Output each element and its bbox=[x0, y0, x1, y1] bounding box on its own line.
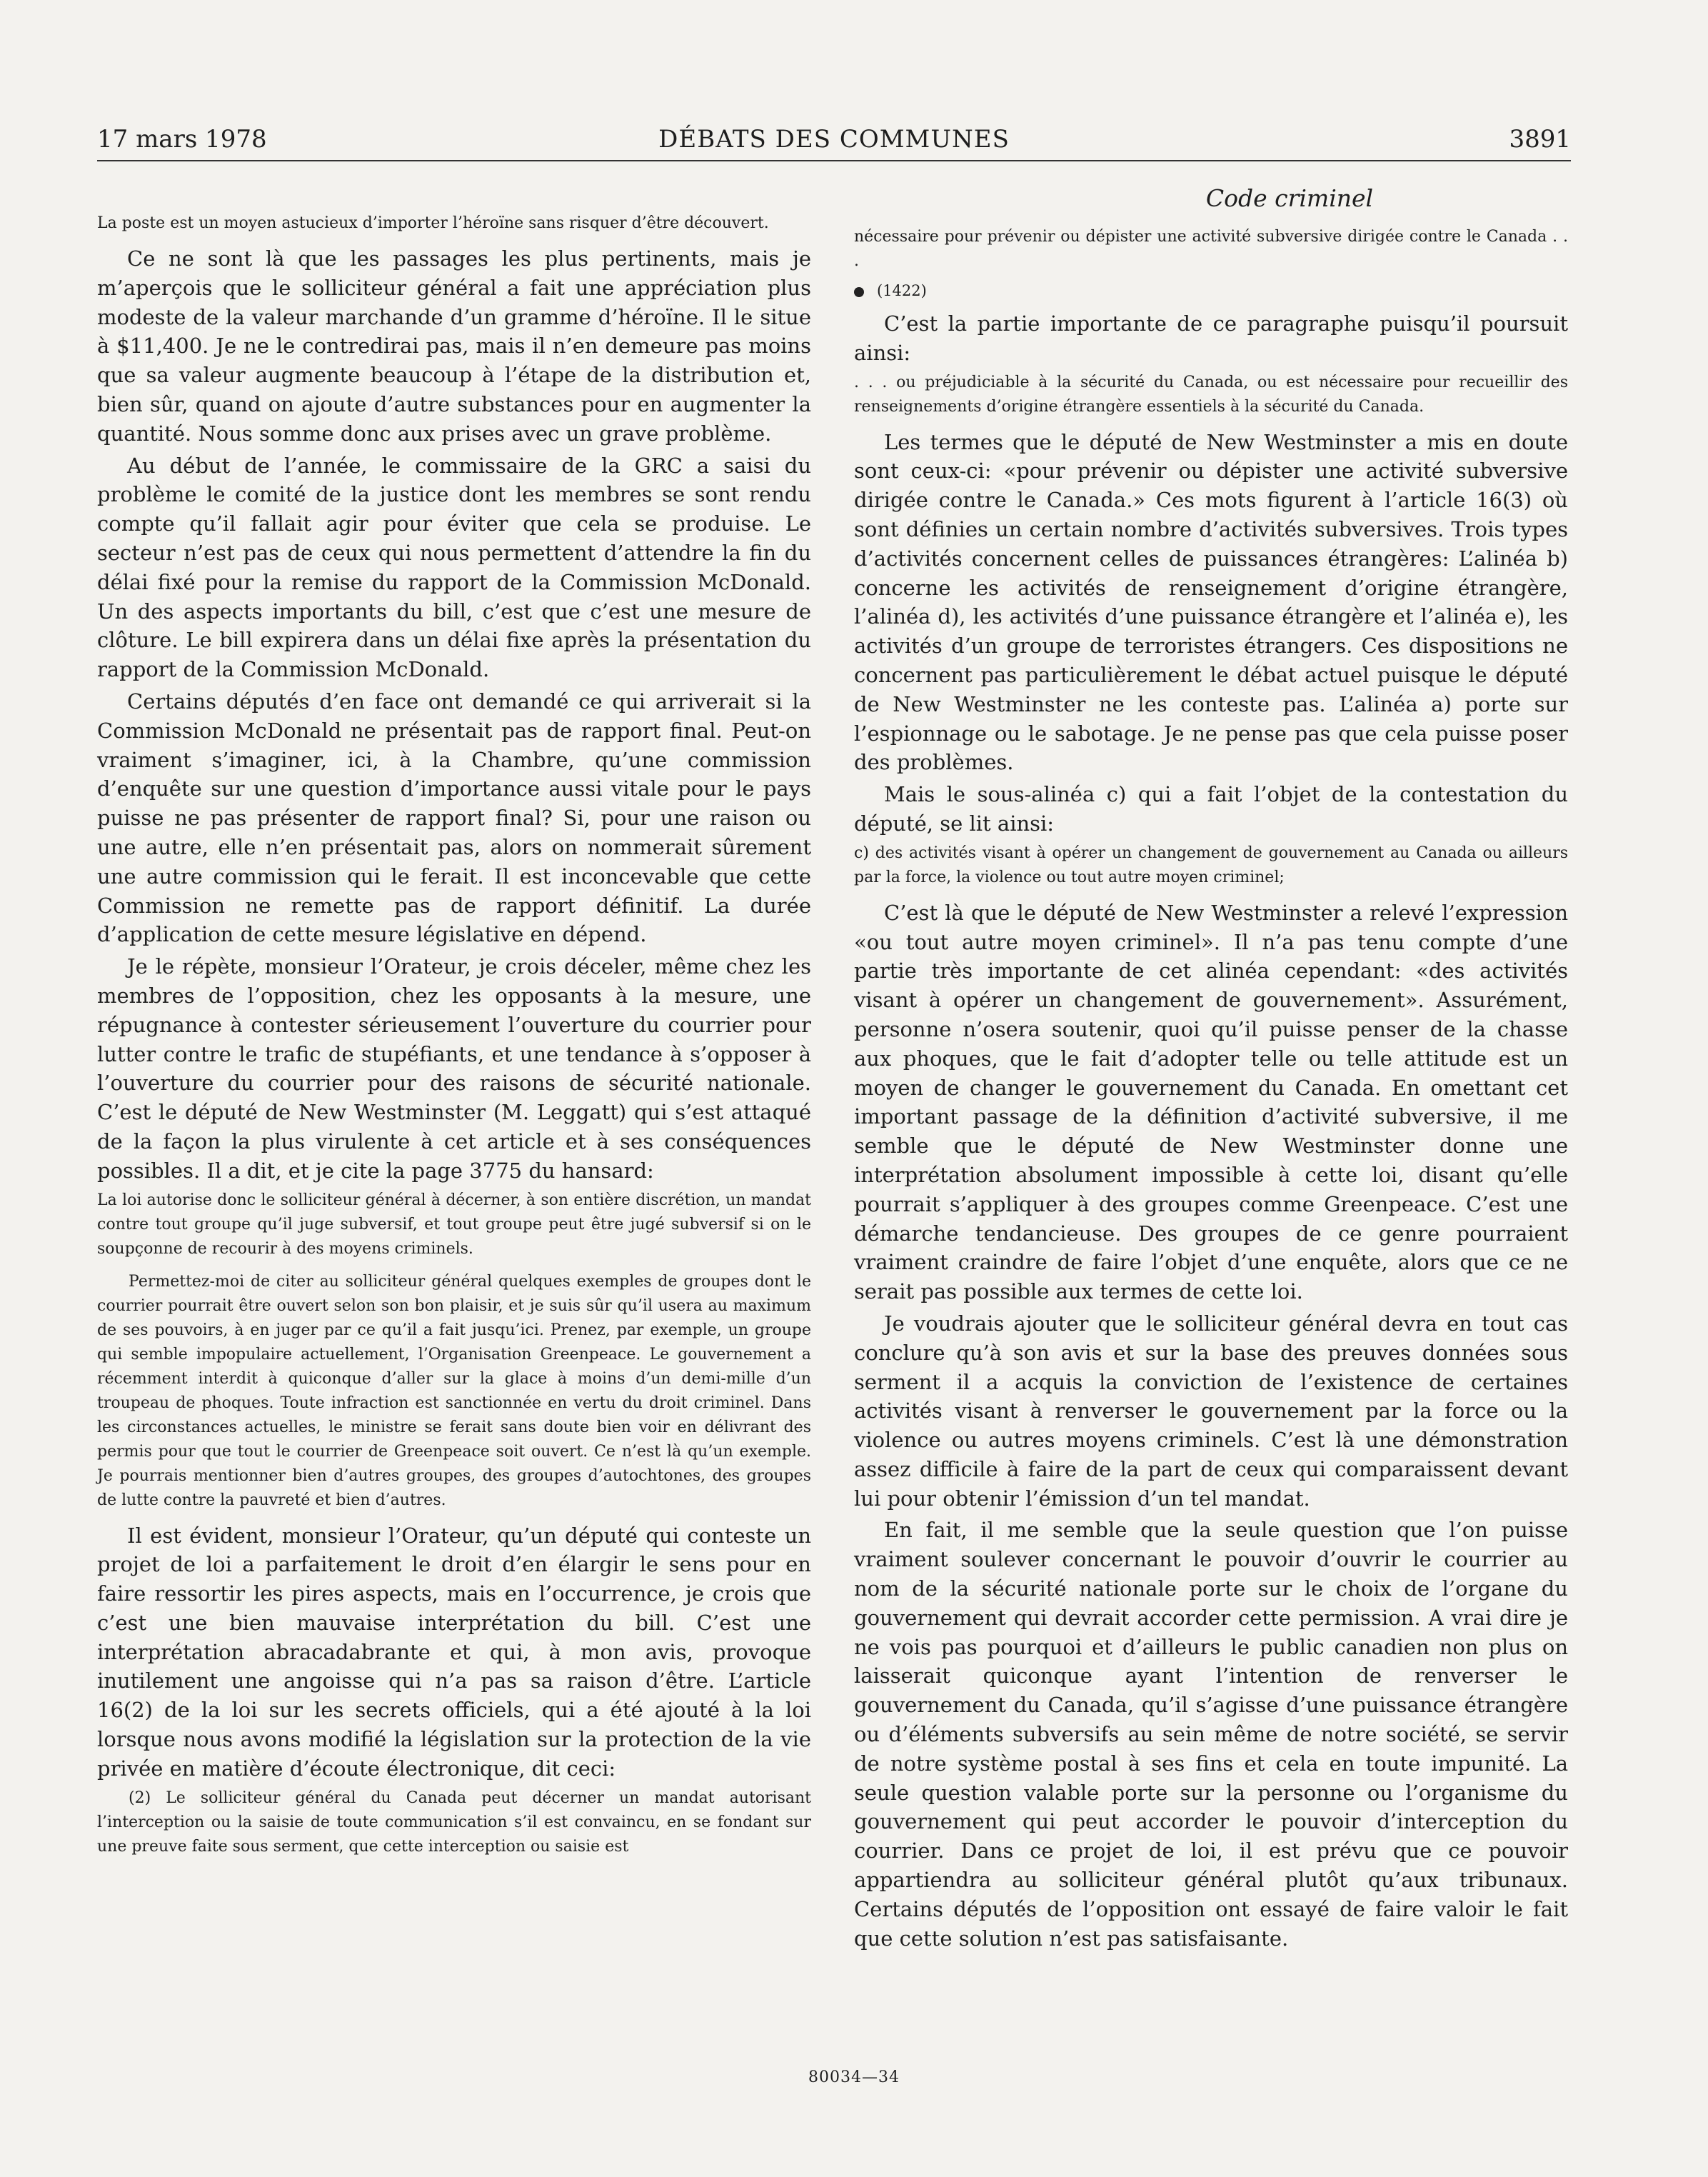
quote-paragraph: La poste est un moyen astucieux d’importer l’héroïne sans risquer d’être découvert. bbox=[97, 214, 769, 232]
body-paragraph: Ce ne sont là que les passages les plus pertinents, mais je m’aperçois que le solliciteur général a fait une appréciation plus modeste de la valeur marchande d’un gramme d’héroïne. Il le situe à $11,400. Je ne le contredirai pas, mais il n’en demeure pas moins que sa valeur augmente beaucoup à l’étape de la distribution et, bien sûr, quand on ajoute d’autre substances pour en augmenter la quantité. Nous somme donc aux prises avec un grave problème. bbox=[97, 246, 811, 446]
statute-quote: . . . ou préjudiciable à la sécurité du Canada, ou est nécessaire pour recueillir des renseignements d’origine étrangère essentiels à la sécurité du Canada. bbox=[854, 373, 1568, 416]
body-paragraph: Je voudrais ajouter que le solliciteur général devra en tout cas conclure qu’à son avis et sur la base des preuves données sous serment il a acquis la conviction de l’existence de certaines activités visant à renverser le gouvernement par la force ou la violence ou autres moyens criminels. C’est là une démonstration assez difficile à faire de la part de ceux qui comparaissent devant lui pour obtenir l’émission d’un tel mandat. bbox=[854, 1311, 1568, 1511]
body-paragraph: C’est là que le député de New Westminster a relevé l’expression «ou tout autre moyen criminel». Il n’a pas tenu compte d’une partie très importante de cet alinéa cependant: «des activités visant à opérer un changement de gouvernement». Assurément, personne n’osera soutenir, quoi qu’il puisse penser de la chasse aux phoques, que le fait d’adopter telle ou telle attitude est un moyen de changer le gouvernement du Canada. En omettant cet important passage de la définition d’activité subversive, il me semble que le député de New Westminster donne une interprétation absolument impossible à cette loi, disant qu’elle pourrait s’appliquer à des groupes comme Greenpeace. C’est une démarche tendancieuse. Des groupes de ce genre pourraient vraiment craindre de faire l’objet d’une enquête, alors que ce ne serait pas possible aux termes de cette loi. bbox=[854, 900, 1568, 1304]
page-footer: 80034—34 bbox=[808, 2068, 900, 2086]
left-column bbox=[97, 176, 811, 1868]
body-paragraph: Je le répète, monsieur l’Orateur, je crois déceler, même chez les membres de l’opposition, chez les opposants à la mesure, une répugnance à contester sérieusement l’ouverture du courrier pour lutter contre le trafic de stupéfiants, et une tendance à s’opposer à l’ouverture du courrier pour des raisons de sécurité nationale. C’est le député de New Westminster (M. Leggatt) qui s’est attaqué de la façon la plus virulente à cet article et à ses conséquences possibles. Il a dit, et je cite la page 3775 du hansard: bbox=[97, 954, 811, 1183]
body-paragraph: Mais le sous-alinéa c) qui a fait l’objet de la contestation du député, se lit ainsi: bbox=[854, 782, 1568, 836]
quote-paragraph: La loi autorise donc le solliciteur général à décerner, à son entière discrétion, un mandat contre tout groupe qu’il juge subversif, et tout groupe peut être jugé subversif si on le soupçonne de recourir à des moyens criminels. bbox=[97, 1191, 811, 1258]
running-head: Code criminel bbox=[1205, 184, 1374, 212]
body-paragraph: En fait, il me semble que la seule question que l’on puisse vraiment soulever concernant le pouvoir d’ouvrir le courrier au nom de la sécurité nationale porte sur le choix de l’organe du gouvernement qui devrait accorder cette permission. A vrai dire je ne vois pas pourquoi et d’ailleurs le public canadien non plus on laisserait quiconque ayant l’intention de renverser le gouvernement du Canada, qu’il s’agisse d’une puissance étrangère ou d’éléments subversifs au sein même de notre société, se servir de notre système postal à ses fins et cela en toute impunité. La seule question valable porte sur la personne ou l’organisme du gouvernement qui peut accorder le pouvoir d’interception du courrier. Dans ce projet de loi, il est prévu que ce pouvoir appartiendra au solliciteur général plutôt qu’aux tribunaux. Certains députés de l’opposition ont essayé de faire valoir le fait que cette solution n’est pas satisfaisante. bbox=[854, 1518, 1568, 1951]
issue-date: 17 mars 1978 bbox=[97, 125, 267, 154]
statute-quote: nécessaire pour prévenir ou dépister une activité subversive dirigée contre le Canada . . . bbox=[854, 228, 1568, 270]
body-paragraph: Les termes que le député de New Westminster a mis en doute sont ceux-ci: «pour prévenir ou dépister une activité subversive dirigée contre le Canada.» Ces mots figurent à l’article 16(3) où sont définies un certain nombre d’activités subversives. Trois types d’activités concernent celles de puissances étrangères: L’alinéa b) concerne les activités de renseignement d’origine étrangère, l’alinéa d), les activités d’une puissance étrangère et l’alinéa e), les activités d’un groupe de terroristes étrangers. Ces dispositions ne concernent pas particulièrement le débat actuel puisque le député de New Westminster ne les conteste pas. L’alinéa a) porte sur l’espionnage ou le sabotage. Je ne pense pas que cela puisse poser des problèmes. bbox=[854, 429, 1568, 775]
body-paragraph: Certains députés d’en face ont demandé ce qui arriverait si la Commission McDonald ne présentait pas de rapport final. Peut-on vraiment s’imaginer, ici, à la Chambre, qu’une commission d’enquête sur une question d’importance aussi vitale pour le pays puisse ne pas présenter de rapport final? Si, pour une raison ou une autre, elle n’en présentait pas, alors on nommerait sûrement une autre commission qui le ferait. Il est inconcevable que cette Commission ne remette pas de rapport définitif. La durée d’application de cette mesure législative en dépend. bbox=[97, 689, 811, 947]
time-stamp: (1422) bbox=[877, 282, 927, 299]
body-paragraph: Il est évident, monsieur l’Orateur, qu’un député qui conteste un projet de loi a parfaitement le droit d’en élargir le sens pour en faire ressortir les pires aspects, mais en l’occurrence, je crois que c’est une bien mauvaise interprétation du bill. C’est une interprétation abracadabrante et qui, à mon avis, provoque inutilement une angoisse qui n’a pas sa raison d’être. L’article 16(2) de la loi sur les secrets officiels, qui a été ajouté à la loi lorsque nous avons modifié la législation sur la protection de la vie privée en matière d’écoute électronique, dit ceci: bbox=[97, 1523, 811, 1781]
quote-paragraph: Permettez-moi de citer au solliciteur général quelques exemples de groupes dont le courrier pourrait être ouvert selon son bon plaisir, et je suis sûr qu’il usera au maximum de ses pouvoirs, à en juger par ce qu’il a fait jusqu’ici. Prenez, par exemple, un groupe qui semble impopulaire actuellement, l’Organisation Greenpeace. Le gouvernement a récemment interdit à quiconque d’aller sur la glace à moins d’un demi-mille d’un troupeau de phoques. Toute infraction est sanctionnée en vertu du droit criminel. Dans les circonstances actuelles, le ministre se ferait sans doute bien voir en délivrant des permis pour que tout le courrier de Greenpeace soit ouvert. Ce n’est là qu’un exemple. Je pourrais mentionner bien d’autres groupes, des groupes d’autochtones, des groupes de lutte contre la pauvreté et bien d’autres. bbox=[97, 1272, 811, 1509]
body-paragraph: C’est la partie importante de ce paragraphe puisqu’il poursuit ainsi: bbox=[854, 311, 1568, 365]
publication-title: DÉBATS DES COMMUNES bbox=[658, 125, 1010, 154]
statute-quote: (2) Le solliciteur général du Canada peut décerner un mandat autorisant l’interception ou la saisie de toute communication s’il est convaincu, en se fondant sur une preuve faite sous serment, que cette interception ou saisie est bbox=[97, 1788, 811, 1856]
right-column bbox=[854, 176, 1568, 1956]
time-marker bbox=[854, 282, 1568, 299]
bullet-icon bbox=[854, 287, 864, 297]
body-paragraph: Au début de l’année, le commissaire de la GRC a saisi du problème le comité de la justice dont les membres se sont rendu compte qu’il fallait agir pour éviter que cela se produise. Le secteur n’est pas de ceux qui nous permettent d’attendre la fin du délai fixé pour la remise du rapport de la Commission McDonald. Un des aspects importants du bill, c’est que c’est une mesure de clôture. Le bill expirera dans un délai fixe après la présentation du rapport de la Commission McDonald. bbox=[97, 453, 811, 682]
header-rule bbox=[97, 160, 1571, 161]
statute-quote: c) des activités visant à opérer un changement de gouvernement au Canada ou ailleurs par la force, la violence ou tout autre moyen criminel; bbox=[854, 844, 1568, 886]
page-number: 3891 bbox=[1509, 125, 1571, 154]
